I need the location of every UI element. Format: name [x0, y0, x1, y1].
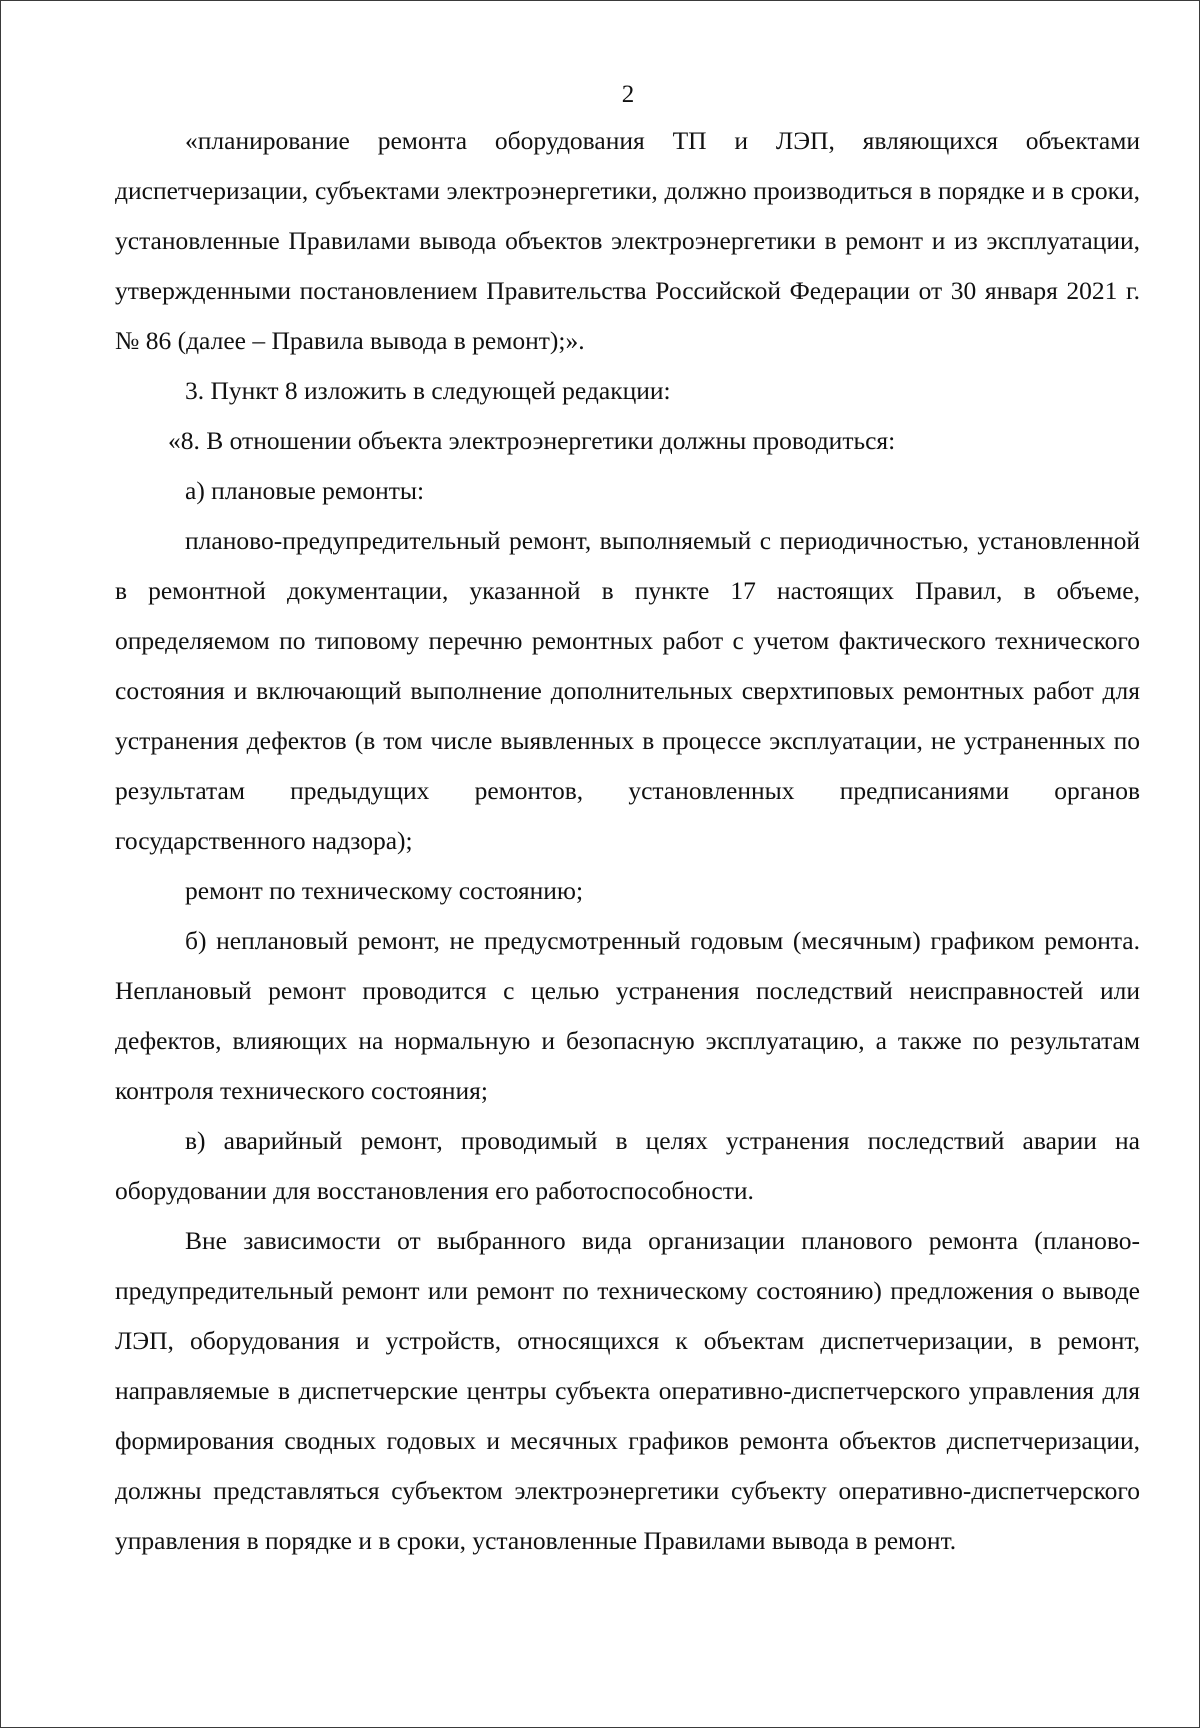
- paragraph-emergency-repair: в) аварийный ремонт, проводимый в целях устранения последствий аварии на оборудовании для восстановления его работоспособности.: [115, 1126, 1140, 1205]
- page-number: 2: [621, 81, 635, 108]
- paragraph-planning-definition: «планирование ремонта оборудования ТП и ЛЭП, являющихся объектами диспетчеризации, субъектами электроэнергетики, должно производиться в порядке и в сроки, установленные Правилами вывода объектов электроэнергетики в ремонт и из эксплуатации, утвержденными постановлением Правительства Российской Федерации от 30 января 2021 г. № 86 (далее – Правила вывода в ремонт);».: [115, 126, 1140, 355]
- document-body: [115, 116, 1140, 1566]
- paragraph-dispatch-proposals: Вне зависимости от выбранного вида организации планового ремонта (планово-предупредительный ремонт или ремонт по техническому состоянию) предложения о выводе ЛЭП, оборудования и устройств, относящихся к объектам диспетчеризации, в ремонт, направляемые в диспетчерские центры субъекта оперативно-диспетчерского управления для формирования сводных годовых и месячных графиков ремонта объектов диспетчеризации, должны представляться субъектом электроэнергетики субъекту оперативно-диспетчерского управления в порядке и в сроки, установленные Правилами вывода в ремонт.: [115, 1226, 1140, 1555]
- paragraph-planned-repairs: а) плановые ремонты:: [185, 476, 425, 505]
- paragraph-preventive-repair: планово-предупредительный ремонт, выполняемый с периодичностью, установленной в ремонтной документации, указанной в пункте 17 настоящих Правил, в объеме, определяемом по типовому перечню ремонтных работ с учетом фактического технического состояния и включающий выполнение дополнительных сверхтиповых ремонтных работ для устранения дефектов (в том числе выявленных в процессе эксплуатации, не устраненных по результатам предыдущих ремонтов, установленных предписаниями органов государственного надзора);: [115, 526, 1140, 855]
- paragraph-item-3: 3. Пункт 8 изложить в следующей редакции:: [185, 376, 671, 405]
- paragraph-condition-repair: ремонт по техническому состоянию;: [185, 876, 584, 905]
- paragraph-unplanned-repair: б) неплановый ремонт, не предусмотренный годовым (месячным) графиком ремонта. Неплановый ремонт проводится с целью устранения последствий неисправностей или дефектов, влияющих на нормальную и безопасную эксплуатацию, а также по результатам контроля технического состояния;: [115, 926, 1140, 1105]
- paragraph-item-8: «8. В отношении объекта электроэнергетики должны проводиться:: [168, 426, 896, 455]
